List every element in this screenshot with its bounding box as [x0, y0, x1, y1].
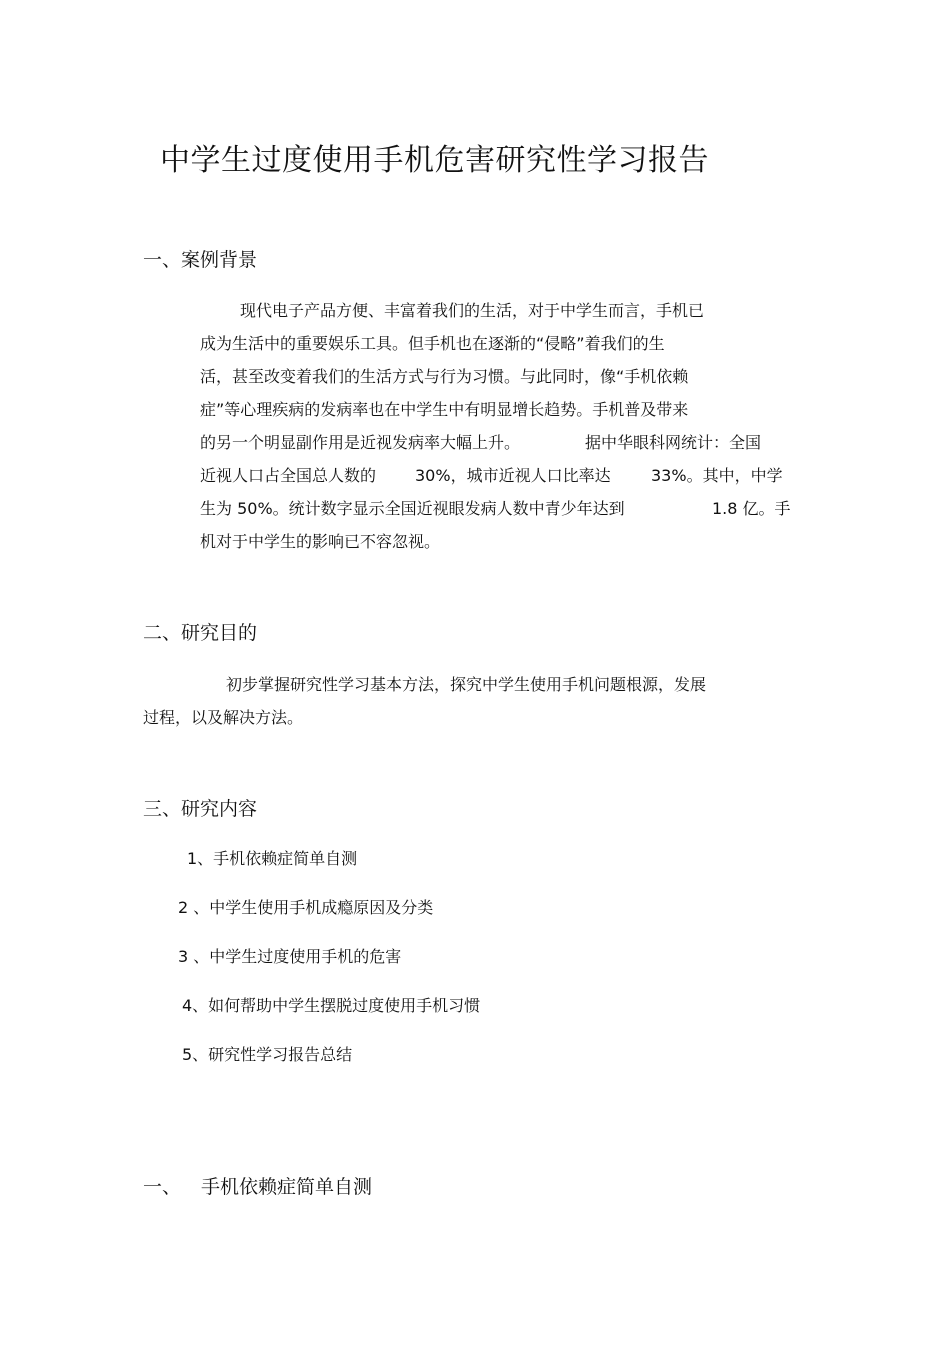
paragraph-line: 生为 50%。统计数字显示全国近视眼发病人数中青少年达到 [200, 499, 625, 518]
section-number: 一、 [143, 1176, 182, 1198]
list-item: 5、研究性学习报告总结 [182, 1045, 353, 1064]
paragraph-line: 活，甚至改变着我们的生活方式与行为习惯。与此同时，像“手机依赖 [200, 367, 689, 386]
list-item: 2 、中学生使用手机成瘾原因及分类 [178, 898, 434, 917]
paragraph-line: 30%，城市近视人口比率达 [415, 466, 611, 485]
section-heading-purpose: 二、研究目的 [143, 622, 258, 644]
list-item: 3 、中学生过度使用手机的危害 [178, 947, 402, 966]
section-heading-selftest: 手机依赖症简单自测 [201, 1176, 373, 1198]
paragraph-line: 近视人口占全国总人数的 [200, 466, 377, 485]
document-title: 中学生过度使用手机危害研究性学习报告 [160, 143, 709, 178]
paragraph-line: 据中华眼科网统计：全国 [585, 433, 762, 452]
paragraph-line: 现代电子产品方便、丰富着我们的生活，对于中学生而言，手机已 [240, 301, 705, 320]
list-item: 4、如何帮助中学生摆脱过度使用手机习惯 [182, 996, 481, 1015]
section-heading-content: 三、研究内容 [143, 798, 258, 820]
paragraph-line: 初步掌握研究性学习基本方法，探究中学生使用手机问题根源，发展 [226, 675, 707, 694]
paragraph-line: 过程，以及解决方法。 [143, 708, 304, 727]
paragraph-line: 机对于中学生的影响已不容忽视。 [200, 532, 441, 551]
paragraph-line: 症”等心理疾病的发病率也在中学生中有明显增长趋势。手机普及带来 [200, 400, 689, 419]
section-heading-background: 一、案例背景 [143, 249, 258, 271]
paragraph-line: 成为生活中的重要娱乐工具。但手机也在逐渐的“侵略”着我们的生 [200, 334, 665, 353]
paragraph-line: 33%。其中，中学 [651, 466, 783, 485]
paragraph-line: 的另一个明显副作用是近视发病率大幅上升。 [200, 433, 521, 452]
paragraph-line: 1.8 亿。手 [712, 499, 791, 518]
list-item: 1、手机依赖症简单自测 [187, 849, 358, 868]
